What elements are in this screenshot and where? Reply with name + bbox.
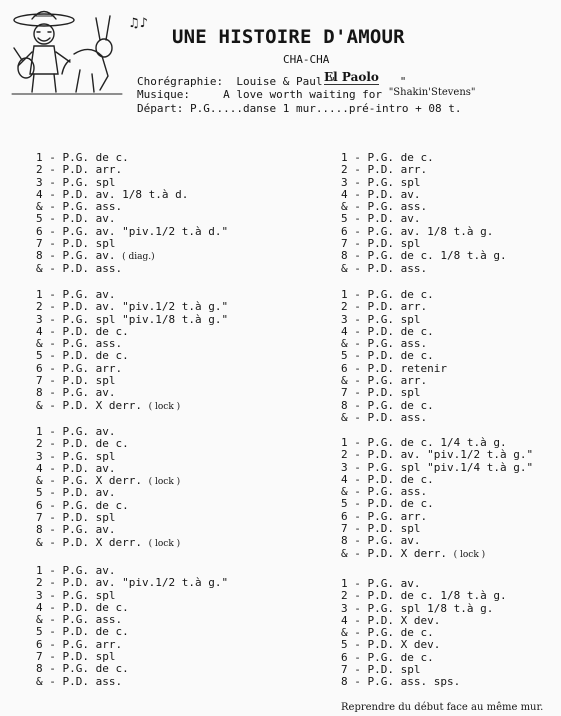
step-block — [341, 437, 533, 560]
step-count: 8 — [36, 249, 43, 263]
step-row: 5 - P.D. av. — [341, 212, 421, 226]
step-row: 2 - P.D. av. "piv.1/2 t.à g." — [341, 448, 534, 462]
step-count: 5 — [36, 349, 43, 363]
step-block — [341, 578, 507, 689]
step-description: P.D. X derr. — [367, 546, 447, 560]
step-row: 8 - P.G. de c. — [36, 662, 129, 676]
step-row: 2 - P.D. de c. — [36, 437, 129, 451]
step-row: 1 - P.G. de c. — [341, 151, 434, 164]
step-description: P.G. arr. — [62, 637, 123, 651]
step-count: 6 — [341, 650, 348, 664]
step-row: 4 - P.D. de c. — [36, 324, 129, 338]
step-block — [36, 289, 228, 412]
music-title: A love worth waiting for — [223, 88, 383, 101]
step-description: P.D. av. "piv.1/2 t.à g." — [367, 448, 534, 462]
step-row: 6 - P.D. retenir — [341, 361, 447, 375]
step-row: & - P.D. ass. — [341, 410, 428, 424]
step-description: P.G. ass. — [62, 337, 123, 351]
step-count: 1 — [36, 564, 43, 577]
step-count: & — [36, 674, 43, 688]
step-block — [341, 289, 447, 424]
step-description: P.D. av. 1/8 t.à d. — [62, 187, 189, 201]
step-description: P.G. ass. sps. — [367, 675, 461, 689]
step-description: P.D. spl — [62, 374, 116, 388]
step-description: P.G. av. — [62, 386, 116, 400]
step-row: 4 - P.D. av. 1/8 t.à d. — [36, 187, 189, 201]
step-count: 5 — [341, 497, 348, 511]
step-count: 8 — [341, 398, 348, 412]
step-row: 7 - P.D. spl — [341, 386, 421, 400]
step-note: ( lock ) — [148, 477, 181, 488]
step-count: 7 — [341, 386, 348, 400]
step-row: 1 - P.G. av. — [36, 288, 116, 301]
step-description: P.G. spl — [367, 312, 421, 326]
step-description: P.D. ass. — [62, 674, 123, 688]
step-description: P.G. spl — [62, 588, 116, 602]
step-count: 3 — [341, 312, 348, 326]
step-count: & — [341, 200, 348, 214]
step-description: P.G. de c. — [367, 151, 434, 164]
step-description: P.D. av. "piv.1/2 t.à g." — [62, 300, 229, 314]
step-row: 8 - P.G. de c. 1/8 t.à g. — [341, 249, 507, 263]
step-description: P.G. av. — [62, 288, 116, 301]
step-count: 7 — [36, 237, 43, 251]
step-block — [36, 152, 228, 275]
step-description: P.D. de c. — [367, 497, 434, 511]
step-description: P.G. spl — [367, 175, 421, 189]
step-row: 5 - P.D. X dev. — [341, 638, 441, 652]
step-description: P.D. X derr. — [62, 535, 142, 549]
step-block — [36, 426, 180, 549]
step-description: P.D. spl — [62, 650, 116, 664]
step-count: 4 — [36, 461, 43, 475]
step-count: 2 — [36, 300, 43, 314]
step-count: 7 — [36, 374, 43, 388]
step-block — [341, 152, 507, 275]
step-row: 2 - P.D. arr. — [341, 300, 428, 314]
step-count: & — [341, 626, 348, 640]
step-count: 2 — [341, 163, 348, 177]
step-description: P.G. de c. — [367, 288, 434, 301]
step-count: 3 — [36, 312, 43, 326]
step-count: 3 — [36, 449, 43, 463]
dance-info — [137, 75, 476, 115]
step-count: 1 — [341, 151, 348, 164]
step-description: P.G. de c. — [62, 151, 129, 164]
step-description: P.D. X dev. — [367, 638, 441, 652]
step-count: 6 — [36, 637, 43, 651]
step-description: P.G. spl "piv.1/8 t.à g." — [62, 312, 229, 326]
step-row: 6 - P.G. arr. — [341, 509, 428, 523]
step-count: 4 — [36, 600, 43, 614]
step-row: 6 - P.G. de c. — [36, 498, 129, 512]
step-row: 7 - P.D. spl — [36, 511, 116, 525]
step-count: 5 — [341, 212, 348, 226]
step-count: 5 — [341, 349, 348, 363]
step-count: 8 — [36, 386, 43, 400]
step-row: 6 - P.G. arr. — [36, 361, 123, 375]
step-description: P.D. spl — [62, 237, 116, 251]
step-count: 1 — [36, 288, 43, 301]
step-count: 2 — [36, 576, 43, 590]
step-row: 2 - P.D. av. "piv.1/2 t.à g." — [36, 300, 229, 314]
step-description: P.D. spl — [367, 386, 421, 400]
step-row: 1 - P.G. av. — [36, 425, 116, 438]
step-count: & — [36, 398, 43, 412]
step-row: 3 - P.G. spl — [341, 175, 421, 189]
step-row: 2 - P.D. arr. — [341, 163, 428, 177]
step-description: P.G. ass. — [62, 200, 123, 214]
step-count: 3 — [341, 175, 348, 189]
step-count: 6 — [341, 361, 348, 375]
step-count: 1 — [341, 288, 348, 301]
step-row: 7 - P.D. spl — [341, 237, 421, 251]
step-count: 4 — [341, 187, 348, 201]
step-description: P.D. av. — [62, 461, 116, 475]
step-row: & - P.D. X derr. ( lock ) — [341, 546, 486, 560]
step-row: 5 - P.D. de c. — [36, 349, 129, 363]
step-row: & - P.D. ass. — [36, 674, 123, 688]
step-count: 2 — [36, 437, 43, 451]
step-count: 5 — [36, 486, 43, 500]
step-row: 2 - P.D. arr. — [36, 163, 123, 177]
step-description: P.D. de c. — [367, 324, 434, 338]
step-count: 6 — [36, 498, 43, 512]
step-description: P.G. de c. — [367, 398, 434, 412]
step-count: 6 — [36, 361, 43, 375]
step-row: 1 - P.G. de c. — [36, 151, 129, 164]
step-description: P.G. X derr. — [62, 474, 142, 488]
step-row: 2 - P.D. av. "piv.1/2 t.à g." — [36, 576, 229, 590]
step-count: & — [36, 613, 43, 627]
step-description: P.G. av. — [62, 523, 116, 537]
dance-style: CHA-CHA — [283, 53, 330, 66]
step-count: 7 — [36, 650, 43, 664]
step-description: P.G. de c. 1/8 t.à g. — [367, 249, 507, 263]
step-description: P.D. arr. — [367, 300, 428, 314]
step-row: 8 - P.G. av. ( diag.) — [36, 249, 155, 263]
step-row: 4 - P.D. de c. — [341, 324, 434, 338]
step-count: 6 — [36, 224, 43, 238]
repeat-instruction: Reprendre du début face au même mur. — [341, 702, 544, 713]
step-count: 2 — [36, 163, 43, 177]
music-artist: "Shakin'Stevens" — [388, 87, 476, 98]
start-text: P.G.....danse 1 mur.....pré-intro + 08 t. — [189, 102, 462, 115]
step-description: P.D. X dev. — [367, 613, 441, 627]
sombrero-donkey-logo-icon — [4, 4, 132, 102]
step-count: & — [341, 374, 348, 388]
step-row: 7 - P.D. spl — [341, 663, 421, 677]
music-line — [137, 88, 476, 102]
step-description: P.G. av. — [62, 249, 116, 263]
step-row: 6 - P.G. av. 1/8 t.à g. — [341, 224, 494, 238]
step-row: 3 - P.G. spl 1/8 t.à g. — [341, 601, 494, 615]
step-row: 8 - P.G. av. — [341, 534, 421, 548]
step-count: 8 — [341, 675, 348, 689]
step-description: P.D. spl — [367, 663, 421, 677]
step-count: 2 — [341, 300, 348, 314]
step-row: & - P.D. X derr. ( lock ) — [36, 535, 181, 549]
step-count: 1 — [36, 425, 43, 438]
step-row: 4 - P.D. av. — [36, 461, 116, 475]
step-count: 1 — [341, 436, 348, 449]
step-description: P.G. spl "piv.1/4 t.à g." — [367, 460, 534, 474]
step-description: P.D. av. "piv.1/2 t.à g." — [62, 576, 229, 590]
step-row: 3 - P.G. spl — [341, 312, 421, 326]
choreographer-nickname: El Paolo — [324, 70, 379, 84]
step-row: & - P.G. ass. — [341, 200, 428, 214]
step-description: P.D. spl — [62, 511, 116, 525]
step-row: 3 - P.G. spl — [36, 175, 116, 189]
step-row: 3 - P.G. spl "piv.1/8 t.à g." — [36, 312, 229, 326]
step-count: 4 — [341, 472, 348, 486]
step-count: 6 — [341, 509, 348, 523]
step-count: 7 — [341, 237, 348, 251]
step-row: 4 - P.D. de c. — [341, 472, 434, 486]
step-description: P.D. de c. — [62, 349, 129, 363]
step-description: P.G. av. 1/8 t.à g. — [367, 224, 494, 238]
step-description: P.D. de c. — [62, 437, 129, 451]
step-block — [36, 565, 228, 688]
step-description: P.G. ass. — [367, 337, 428, 351]
dance-title: UNE HISTOIRE D'AMOUR — [172, 26, 405, 48]
step-description: P.G. spl — [62, 449, 116, 463]
step-note: ( lock ) — [148, 401, 181, 412]
step-count: 8 — [36, 662, 43, 676]
step-count: & — [341, 546, 348, 560]
step-count: 3 — [36, 175, 43, 189]
step-count: 8 — [36, 523, 43, 537]
step-row: & - P.G. de c. — [341, 626, 434, 640]
step-row: & - P.G. ass. — [36, 200, 123, 214]
step-row: 8 - P.G. av. — [36, 386, 116, 400]
step-description: P.D. de c. — [62, 600, 129, 614]
step-description: P.D. retenir — [367, 361, 447, 375]
step-note: ( lock ) — [148, 538, 181, 549]
step-description: P.D. spl — [367, 237, 421, 251]
step-row: 1 - P.G. de c. — [341, 288, 434, 301]
step-description: P.D. av. — [367, 187, 421, 201]
step-count: 2 — [341, 589, 348, 603]
step-description: P.G. av. "piv.1/2 t.à d." — [62, 224, 229, 238]
step-count: 1 — [341, 577, 348, 590]
step-row: 8 - P.G. de c. — [341, 398, 434, 412]
step-row: & - P.G. ass. — [341, 337, 428, 351]
step-row: 8 - P.G. ass. sps. — [341, 675, 461, 689]
step-count: 4 — [341, 324, 348, 338]
step-description: P.D. de c. — [367, 472, 434, 486]
step-count: 1 — [36, 151, 43, 164]
step-row: & - P.G. X derr. ( lock ) — [36, 474, 181, 488]
step-row: 6 - P.G. de c. — [341, 650, 434, 664]
step-description: P.D. de c. — [367, 349, 434, 363]
step-description: P.G. ass. — [367, 485, 428, 499]
step-row: 8 - P.G. av. — [36, 523, 116, 537]
step-count: & — [341, 261, 348, 275]
step-row: 4 - P.D. de c. — [36, 600, 129, 614]
step-description: P.D. ass. — [367, 261, 428, 275]
step-row: 5 - P.D. de c. — [341, 497, 434, 511]
step-description: P.G. arr. — [367, 374, 428, 388]
step-row: 7 - P.D. spl — [36, 650, 116, 664]
step-description: P.D. de c. 1/8 t.à g. — [367, 589, 507, 603]
step-row: 7 - P.D. spl — [36, 237, 116, 251]
step-row: 7 - P.D. spl — [36, 374, 116, 388]
step-count: 4 — [36, 187, 43, 201]
choreographer-quote-end: " — [399, 75, 407, 88]
step-count: & — [341, 485, 348, 499]
step-count: 3 — [341, 601, 348, 615]
step-row: 7 - P.D. spl — [341, 522, 421, 536]
step-description: P.D. av. — [62, 486, 116, 500]
step-description: P.G. de c. — [367, 650, 434, 664]
step-count: & — [36, 261, 43, 275]
step-row: & - P.G. ass. — [36, 613, 123, 627]
music-label: Musique: — [137, 88, 190, 101]
step-count: & — [36, 200, 43, 214]
step-row: & - P.D. ass. — [36, 261, 123, 275]
step-count: 3 — [341, 460, 348, 474]
step-row: & - P.D. X derr. ( lock ) — [36, 398, 181, 412]
step-description: P.G. de c. — [62, 662, 129, 676]
start-label: Départ: — [137, 102, 184, 115]
step-row: 5 - P.D. av. — [36, 212, 116, 226]
step-description: P.G. de c. — [367, 626, 434, 640]
step-note: ( lock ) — [453, 549, 486, 560]
step-count: & — [36, 474, 43, 488]
step-count: 5 — [341, 638, 348, 652]
choreographer-names: Louise & Paul " — [236, 75, 336, 88]
step-row: 5 - P.D. de c. — [36, 625, 129, 639]
step-row: 1 - P.G. de c. 1/4 t.à g. — [341, 436, 507, 449]
step-count: 7 — [341, 522, 348, 536]
step-row: 3 - P.G. spl — [36, 588, 116, 602]
step-description: P.G. ass. — [62, 613, 123, 627]
step-description: P.G. av. — [62, 564, 116, 577]
step-description: P.G. spl — [62, 175, 116, 189]
step-row: & - P.G. ass. — [341, 485, 428, 499]
step-count: 8 — [341, 534, 348, 548]
step-description: P.D. spl — [367, 522, 421, 536]
step-row: 3 - P.G. spl — [36, 449, 116, 463]
step-count: 5 — [36, 625, 43, 639]
step-row: 4 - P.D. X dev. — [341, 613, 441, 627]
step-count: 4 — [341, 613, 348, 627]
step-description: P.G. arr. — [62, 361, 123, 375]
start-line — [137, 102, 476, 115]
step-description: P.D. ass. — [367, 410, 428, 424]
step-row: & - P.G. arr. — [341, 374, 428, 388]
step-count: 7 — [341, 663, 348, 677]
step-row: 5 - P.D. av. — [36, 486, 116, 500]
step-description: P.G. ass. — [367, 200, 428, 214]
step-description: P.G. av. — [367, 577, 421, 590]
step-description: P.D. ass. — [62, 261, 123, 275]
step-description: P.G. de c. — [62, 498, 129, 512]
step-note: ( diag.) — [122, 252, 155, 263]
step-row: 2 - P.D. de c. 1/8 t.à g. — [341, 589, 507, 603]
step-row: 1 - P.G. av. — [341, 577, 421, 590]
step-description: P.D. av. — [367, 212, 421, 226]
step-count: 5 — [36, 212, 43, 226]
choreography-label: Chorégraphie: — [137, 75, 224, 88]
step-count: & — [341, 410, 348, 424]
step-description: P.D. de c. — [62, 625, 129, 639]
step-row: & - P.G. ass. — [36, 337, 123, 351]
music-notes-icon: ♫♪ — [128, 16, 148, 31]
step-description: P.D. de c. — [62, 324, 129, 338]
step-row: 6 - P.G. av. "piv.1/2 t.à d." — [36, 224, 229, 238]
step-count: 7 — [36, 511, 43, 525]
step-count: & — [36, 337, 43, 351]
step-count: 2 — [341, 448, 348, 462]
step-row: 4 - P.D. av. — [341, 187, 421, 201]
step-description: P.G. arr. — [367, 509, 428, 523]
step-description: P.G. av. — [367, 534, 421, 548]
step-count: & — [36, 535, 43, 549]
step-count: 6 — [341, 224, 348, 238]
step-description: P.D. arr. — [367, 163, 428, 177]
step-count: & — [341, 337, 348, 351]
step-description: P.D. arr. — [62, 163, 123, 177]
step-count: 4 — [36, 324, 43, 338]
step-row: 6 - P.G. arr. — [36, 637, 123, 651]
step-description: P.G. de c. 1/4 t.à g. — [367, 436, 507, 449]
step-description: P.G. av. — [62, 425, 116, 438]
step-row: & - P.D. ass. — [341, 261, 428, 275]
step-row: 1 - P.G. av. — [36, 564, 116, 577]
step-description: P.D. X derr. — [62, 398, 142, 412]
step-description: P.G. spl 1/8 t.à g. — [367, 601, 494, 615]
step-row: 3 - P.G. spl "piv.1/4 t.à g." — [341, 460, 534, 474]
step-count: 3 — [36, 588, 43, 602]
step-count: 8 — [341, 249, 348, 263]
step-description: P.D. av. — [62, 212, 116, 226]
step-row: 5 - P.D. de c. — [341, 349, 434, 363]
